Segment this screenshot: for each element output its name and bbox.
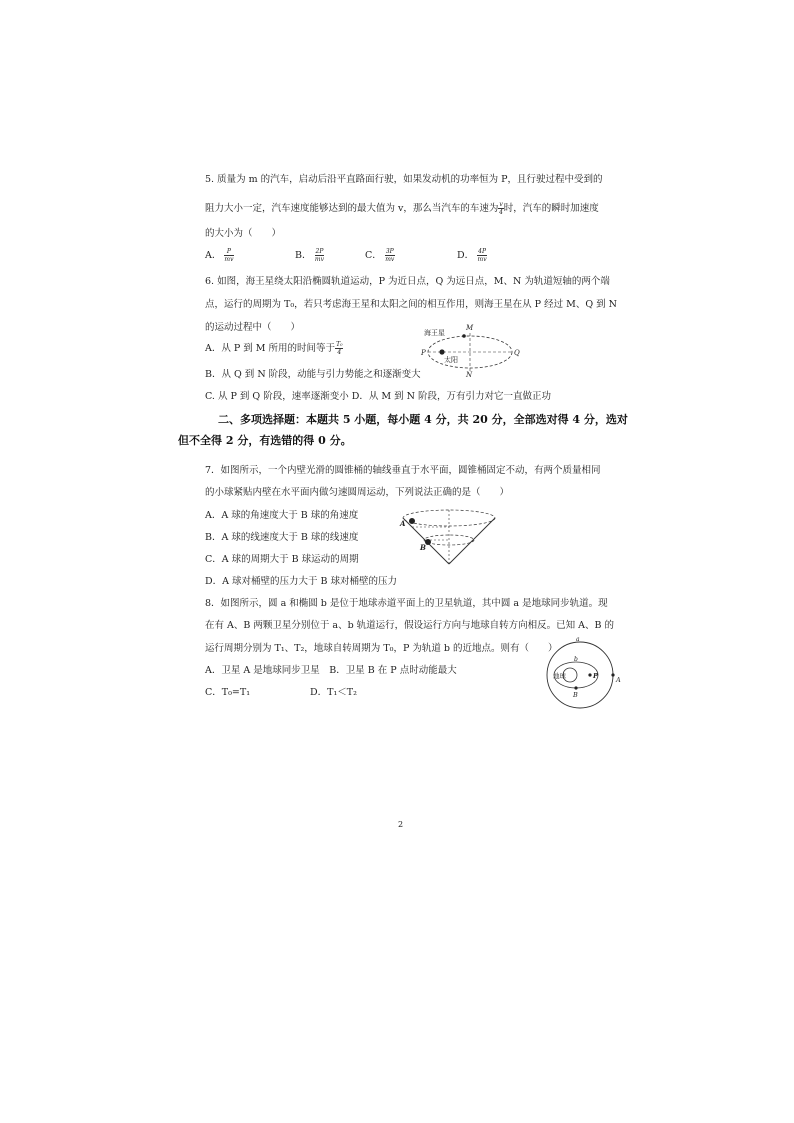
- q7-option-b: B．A 球的线速度大于 B 球的线速度: [205, 532, 359, 543]
- q8-options-ab: A．卫星 A 是地球同步卫星 B．卫星 B 在 P 点时动能最大: [205, 665, 457, 676]
- q6-line3: 的运动过程中（ ）: [205, 322, 301, 333]
- q8-line3: 运行周期分别为 T₁、T₂，地球自转周期为 T₀，P 为轨道 b 的近地点。则有（ ）: [205, 643, 558, 654]
- q8-options-cd: [205, 684, 357, 698]
- q7-option-a: A．A 球的角速度大于 B 球的角速度: [205, 510, 359, 521]
- q5-option-c: C． $\frac{3P}{mv}$: [365, 248, 395, 263]
- label-sun: 太阳: [444, 356, 458, 364]
- label-satellite-a: A: [616, 676, 621, 684]
- label-neptune: 海王星: [424, 329, 445, 337]
- q5-option-a: A． $\frac{P}{mv}$: [205, 248, 234, 263]
- q6-option-cd: C. 从 P 到 Q 阶段，速率逐渐变小 D．从 M 到 N 阶段，万有引力对它一直做正功: [205, 391, 551, 402]
- label-n: N: [466, 371, 473, 378]
- q6-period-fraction: $\frac{\text{T₀}}{4}$: [336, 341, 343, 356]
- label-satellite-b: B: [573, 691, 578, 699]
- label-ball-b: B: [420, 543, 426, 552]
- label-orbit-a: a: [576, 636, 580, 643]
- label-p: P: [593, 672, 598, 680]
- q5-line3: 的大小为（ ）: [205, 228, 282, 239]
- cone-diagram: [395, 500, 505, 572]
- q5-option-b: B． $\frac{2P}{mv}$: [295, 248, 324, 263]
- label-p: P: [421, 349, 426, 357]
- satellite-a: [611, 673, 614, 676]
- label-earth: 地球: [553, 672, 566, 680]
- q8-line1: 8．如图所示，圆 a 和椭圆 b 是位于地球赤道平面上的卫星轨道，其中圆 a 是地球同步轨道。现: [205, 598, 608, 609]
- q6-line2: 点，运行的周期为 T₀，若只考虑海王星和太阳之间的相互作用，则海王星在从 P 经过 M、Q 到 N: [205, 299, 617, 310]
- q7-option-c: C．A 球的周期大于 B 球运动的周期: [205, 554, 359, 565]
- ball-a: [409, 518, 415, 524]
- satellite-b: [574, 686, 577, 689]
- q5-line2b: 时，汽车的瞬时加速度: [503, 203, 599, 214]
- q5-line1: 5. 质量为 m 的汽车，启动后沿平直路面行驶，如果发动机的功率恒为 P，且行驶过程中受到的: [205, 174, 603, 185]
- page-number: 2: [398, 820, 404, 829]
- q5-speed-fraction: $\frac{v}{4}$: [499, 201, 503, 216]
- q8-option-c: C．T₀=T₁: [205, 687, 251, 698]
- point-p: [588, 673, 591, 676]
- q5-line2a: 阻力大小一定，汽车速度能够达到的最大值为 v，那么当汽车的车速为: [205, 203, 499, 214]
- q5-options: [205, 247, 487, 263]
- q6-option-a: A．从 P 到 M 所用的时间等于 $\frac{\text{T₀}}{4}$: [205, 341, 343, 356]
- q7-option-d: D．A 球对桶壁的压力大于 B 球对桶壁的压力: [205, 576, 398, 587]
- label-q: Q: [514, 349, 520, 357]
- sun-icon: [439, 349, 444, 354]
- neptune-orbit-diagram: [420, 322, 520, 378]
- q6-option-b: B．从 Q 到 N 阶段，动能与引力势能之和逐渐变大: [205, 369, 421, 380]
- label-ball-a: A: [400, 519, 406, 528]
- q5-option-d: D． $\frac{4P}{mv}$: [457, 248, 487, 263]
- neptune-dot: [462, 334, 466, 338]
- q5-line2: [205, 200, 599, 216]
- q7-line2: 的小球紧贴内壁在水平面内做匀速圆周运动，下列说法正确的是（ ）: [205, 487, 510, 498]
- q8-line2: 在有 A、B 两颗卫星分别位于 a、b 轨道运行，假设运行方向与地球自转方向相反。已知 A、B 的: [205, 620, 615, 631]
- q7-line1: 7．如图所示，一个内壁光滑的圆锥桶的轴线垂直于水平面，圆锥桶固定不动，有两个质量相同: [205, 465, 601, 476]
- label-m: M: [466, 324, 474, 332]
- label-orbit-b: b: [574, 656, 578, 663]
- satellite-orbit-diagram: [538, 635, 630, 711]
- section2-heading-line1: 二、多项选择题：本题共 5 小题，每小题 4 分，共 20 分，全部选对得 4 分，选对: [218, 413, 628, 426]
- q6-line1: 6. 如图，海王星绕太阳沿椭圆轨道运动，P 为近日点，Q 为远日点，M、N 为轨道短轴的两个端: [205, 276, 610, 287]
- section2-heading-line2: 但不全得 2 分，有选错的得 0 分。: [178, 434, 352, 447]
- q8-option-d: D．T₁＜T₂: [310, 687, 357, 698]
